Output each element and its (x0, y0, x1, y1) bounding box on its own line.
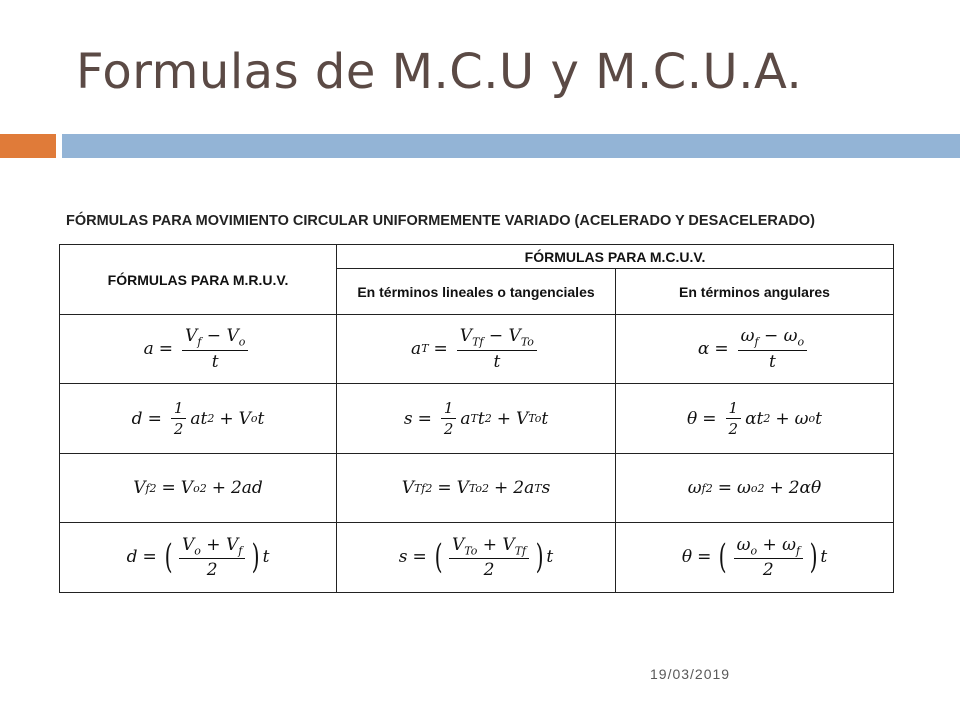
formula-linear-displacement: s = $\frac{1}{2}$ a T t 2 + V To t (337, 384, 616, 454)
formula-angular-displacement: θ = $\frac{1}{2}$ αt 2 + ω o t (616, 384, 894, 454)
formula-mruv-displacement: d = $\frac{1}{2}$ at 2 + V o t (60, 384, 337, 454)
header-linear: En términos lineales o tangenciales (337, 269, 616, 315)
formula-linear-velocity-squared: V Tf 2 = V To 2 + 2a T s (337, 454, 616, 523)
table-caption: FÓRMULAS PARA MOVIMIENTO CIRCULAR UNIFORMEMENTE VARIADO (ACELERADO Y DESACELERADO) (66, 213, 815, 229)
formula-angular-acceleration: α = $\frac{\omega_f - \omega_o}{t}$ (616, 315, 894, 384)
formula-linear-average-displacement: s = ( $\frac{V_{To} + V_{Tf}}{2}$ ) t (337, 523, 616, 593)
header-mruv: FÓRMULAS PARA M.R.U.V. (60, 245, 337, 315)
formula-angular-average-displacement: θ = ( $\frac{\omega_o + \omega_f}{2}$ ) t (616, 523, 894, 593)
formulas-table (59, 244, 894, 593)
slide-date: 19/03/2019 (650, 666, 731, 682)
formula-mruv-velocity-squared: V f 2 = V o 2 + 2ad (60, 454, 337, 523)
formula-linear-acceleration: a T = $\frac{V_{Tf} - V_{To}}{t}$ (337, 315, 616, 384)
header-mcuv: FÓRMULAS PARA M.C.U.V. (337, 245, 894, 269)
formula-mruv-acceleration: a = $\frac{V_f - V_o}{t}$ (60, 315, 337, 384)
accent-bar-orange (0, 134, 56, 158)
slide-title: Formulas de M.C.U y M.C.U.A. (76, 44, 803, 100)
formula-angular-velocity-squared: ω f 2 = ω o 2 + 2αθ (616, 454, 894, 523)
header-angular: En términos angulares (616, 269, 894, 315)
accent-bar-blue (62, 134, 960, 158)
formula-mruv-average-displacement: d = ( $\frac{V_o + V_f}{2}$ ) t (60, 523, 337, 593)
